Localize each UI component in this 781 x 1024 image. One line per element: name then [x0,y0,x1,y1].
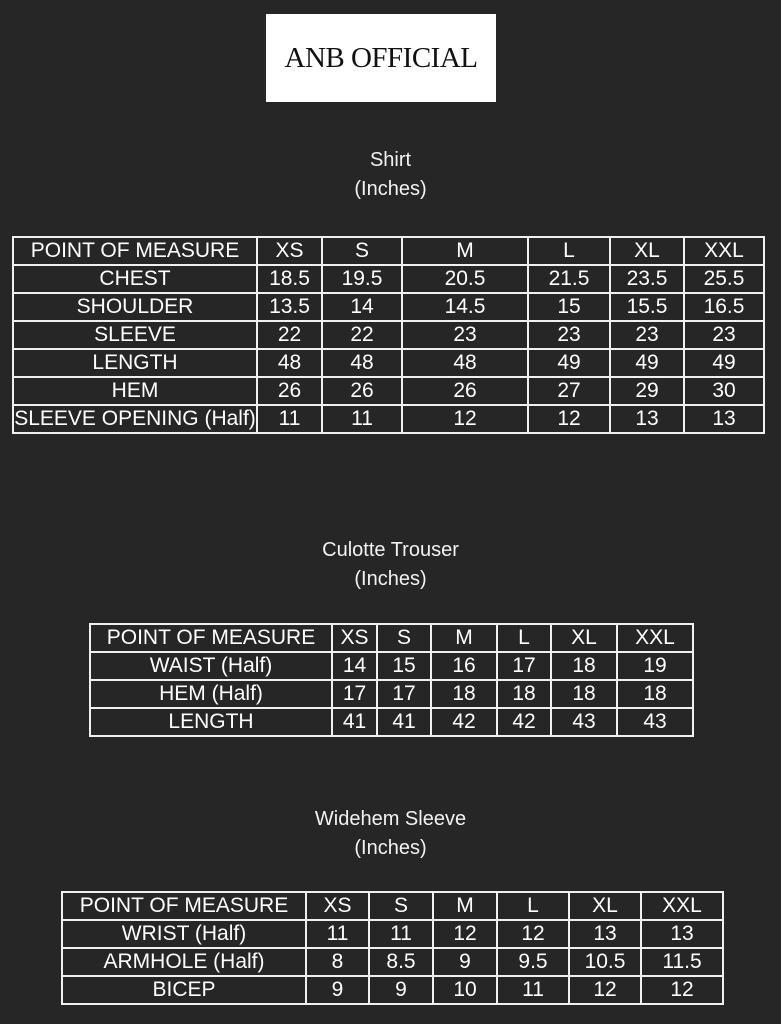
header-cell: XL [610,237,684,265]
table-cell: 10.5 [569,948,641,976]
measure-label: CHEST [13,265,257,293]
section-unit: (Inches) [354,568,427,590]
shirt-size-table [12,236,765,434]
measure-label: SHOULDER [13,293,257,321]
table-cell: 17 [332,680,377,708]
table-cell: 23 [528,321,610,349]
table-row [13,293,764,321]
header-cell: S [369,892,433,920]
measure-label: HEM [13,377,257,405]
header-cell: XS [257,237,322,265]
table-cell: 30 [684,377,764,405]
table-cell: 13 [610,405,684,433]
table-cell: 23 [684,321,764,349]
header-cell: L [528,237,610,265]
table-cell: 43 [551,708,617,736]
table-row [90,652,693,680]
table-cell: 23.5 [610,265,684,293]
table-cell: 11.5 [641,948,723,976]
measure-label: SLEEVE OPENING (Half) [13,405,257,433]
table-cell: 12 [641,976,723,1004]
table-cell: 13 [569,920,641,948]
table-cell: 21.5 [528,265,610,293]
table-cell: 8.5 [369,948,433,976]
table-cell: 18 [497,680,551,708]
table-cell: 49 [610,349,684,377]
header-cell: L [497,624,551,652]
measure-label: BICEP [62,976,306,1004]
table-cell: 18.5 [257,265,322,293]
table-row [13,321,764,349]
widehem-sleeve-size-table [61,891,724,1005]
table-cell: 48 [257,349,322,377]
table-row [13,377,764,405]
table-cell: 12 [528,405,610,433]
table-row [90,708,693,736]
table-cell: 23 [610,321,684,349]
table-cell: 9 [369,976,433,1004]
header-cell: M [431,624,497,652]
table-cell: 23 [402,321,528,349]
table-cell: 18 [551,680,617,708]
header-cell: XL [551,624,617,652]
table-cell: 26 [257,377,322,405]
measure-label: LENGTH [13,349,257,377]
table-cell: 26 [402,377,528,405]
table-cell: 12 [569,976,641,1004]
table-cell: 11 [369,920,433,948]
brand-logo: ANB OFFICIAL [266,14,496,102]
table-cell: 18 [431,680,497,708]
table-cell: 49 [684,349,764,377]
table-row [62,920,723,948]
table-cell: 18 [617,680,693,708]
section-title: Culotte Trouser [322,539,459,561]
table-cell: 25.5 [684,265,764,293]
table-cell: 9 [433,948,497,976]
table-cell: 49 [528,349,610,377]
table-cell: 13.5 [257,293,322,321]
header-cell: XS [332,624,377,652]
table-cell: 13 [684,405,764,433]
table-cell: 16.5 [684,293,764,321]
table-cell: 15 [528,293,610,321]
section-title: Shirt [369,149,412,171]
table-cell: 15.5 [610,293,684,321]
header-cell: M [402,237,528,265]
table-cell: 42 [431,708,497,736]
header-cell: M [433,892,497,920]
table-cell: 22 [322,321,402,349]
table-cell: 29 [610,377,684,405]
table-row [62,948,723,976]
header-cell: S [377,624,431,652]
table-cell: 14 [332,652,377,680]
table-cell: 48 [402,349,528,377]
table-cell: 48 [322,349,402,377]
table-cell: 20.5 [402,265,528,293]
table-header-row [90,624,693,652]
measure-label: LENGTH [90,708,332,736]
table-cell: 12 [433,920,497,948]
header-cell: POINT OF MEASURE [90,624,332,652]
section-unit: (Inches) [354,178,427,200]
header-cell: POINT OF MEASURE [13,237,257,265]
header-cell: S [322,237,402,265]
table-row [13,265,764,293]
measure-label: SLEEVE [13,321,257,349]
table-cell: 41 [332,708,377,736]
table-header-row [13,237,764,265]
table-cell: 19.5 [322,265,402,293]
table-cell: 11 [497,976,569,1004]
measure-label: WAIST (Half) [90,652,332,680]
table-cell: 42 [497,708,551,736]
table-cell: 10 [433,976,497,1004]
table-cell: 17 [497,652,551,680]
header-cell: XL [569,892,641,920]
section-title: Widehem Sleeve [314,808,467,830]
table-cell: 18 [551,652,617,680]
table-cell: 17 [377,680,431,708]
table-cell: 11 [306,920,369,948]
culotte-size-table [89,623,694,737]
measure-label: WRIST (Half) [62,920,306,948]
shirt-section-title [0,146,781,204]
table-cell: 8 [306,948,369,976]
table-row [90,680,693,708]
table-cell: 14.5 [402,293,528,321]
table-cell: 14 [322,293,402,321]
section-unit: (Inches) [354,837,427,859]
table-cell: 26 [322,377,402,405]
header-cell: XXL [617,624,693,652]
measure-label: ARMHOLE (Half) [62,948,306,976]
table-cell: 41 [377,708,431,736]
table-cell: 12 [402,405,528,433]
header-cell: XXL [641,892,723,920]
header-cell: XXL [684,237,764,265]
table-cell: 43 [617,708,693,736]
table-cell: 15 [377,652,431,680]
widehem-section-title [0,805,781,863]
table-row [13,405,764,433]
table-cell: 27 [528,377,610,405]
measure-label: HEM (Half) [90,680,332,708]
header-cell: POINT OF MEASURE [62,892,306,920]
table-cell: 12 [497,920,569,948]
table-cell: 16 [431,652,497,680]
header-cell: L [497,892,569,920]
header-cell: XS [306,892,369,920]
table-cell: 19 [617,652,693,680]
table-cell: 9.5 [497,948,569,976]
table-row [13,349,764,377]
table-cell: 11 [257,405,322,433]
table-cell: 11 [322,405,402,433]
table-cell: 13 [641,920,723,948]
table-row [62,976,723,1004]
culotte-section-title [0,536,781,594]
table-cell: 22 [257,321,322,349]
table-header-row [62,892,723,920]
table-cell: 9 [306,976,369,1004]
